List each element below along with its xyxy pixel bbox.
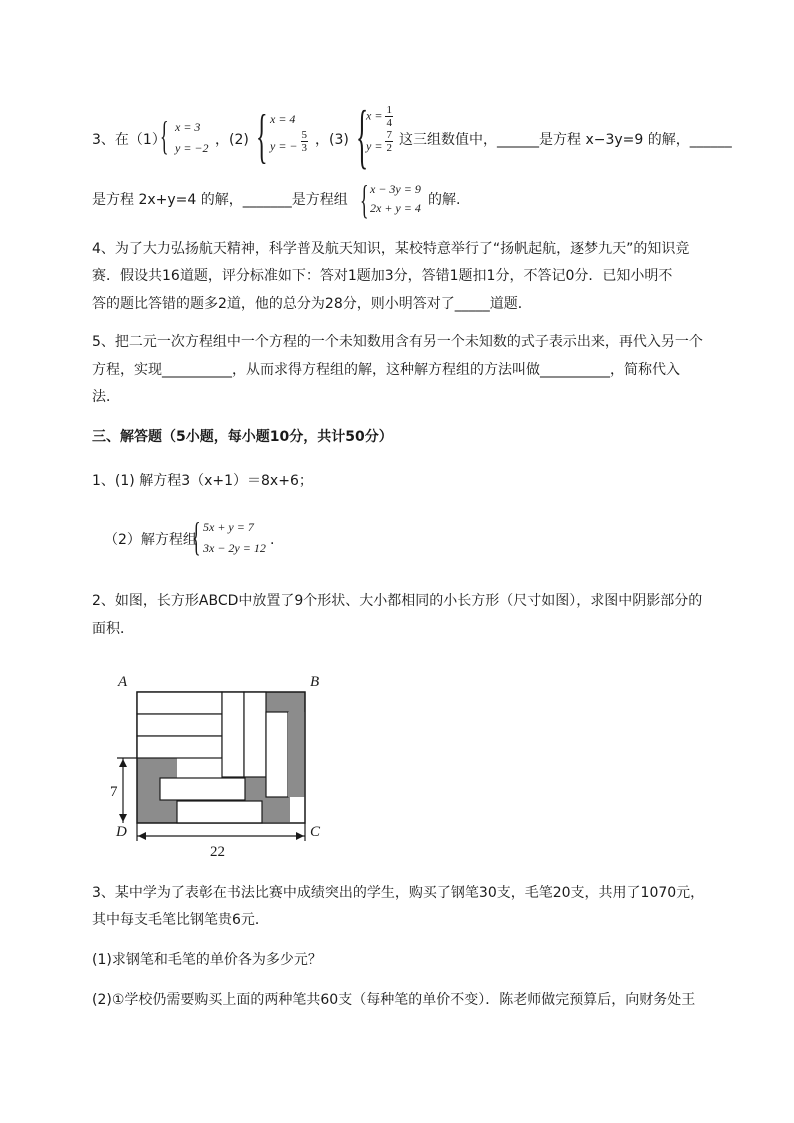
a1-eq2: 3x − 2y = 12 — [203, 541, 266, 555]
sys4-eq1: x − 3y = 9 — [370, 182, 421, 196]
section-heading: 三、解答题（5小题，每小题10分，共计50分） — [92, 429, 393, 445]
q3-prefix: 3、在（1） — [92, 132, 166, 148]
shade-strip — [288, 712, 305, 797]
shade-top-right — [265, 692, 305, 712]
width-arrow — [137, 823, 305, 841]
brace-1: { — [160, 113, 169, 158]
rectangle-figure — [100, 668, 340, 868]
brace-5: { — [192, 514, 201, 559]
a2-line1: 2、如图，长方形ABCD中放置了9个形状、大小都相同的小长方形（尺寸如图），求图中阴影部分的 — [92, 593, 703, 609]
q3-sep2: ，(3) — [315, 132, 349, 148]
a1-eq1: 5x + y = 7 — [203, 520, 254, 534]
q4-line3: 答的题比答错的题多2道，他的总分为28分，则小明答对了_____道题． — [92, 296, 532, 312]
label-d: D — [116, 824, 127, 840]
a3-line2: 其中每支毛笔比钢笔贵6元． — [92, 912, 269, 928]
height-arrow — [117, 758, 137, 823]
a1-line2-suffix: . — [270, 532, 275, 548]
small-rect-h1 — [137, 692, 222, 714]
q4-line2: 赛．假设共16道题，评分标准如下：答对1题加3分，答错1题扣1分，不答记0分．已知小明不 — [92, 268, 673, 284]
sys1-eq2: y = −2 — [175, 141, 209, 155]
brace-2: { — [256, 103, 268, 169]
q3-sep1: ，(2) — [215, 132, 249, 148]
sys3-eq2: y = $\frac{7}{2}$ — [366, 128, 392, 154]
q5-line1: 5、把二元一次方程组中一个方程的一个未知数用含有另一个未知数的式子表示出来，再代入另一个 — [92, 334, 703, 350]
label-c: C — [310, 824, 321, 840]
small-rect-v1 — [222, 692, 244, 777]
a3-sub2: (2)①学校仍需要购买上面的两种笔共60支（每种笔的单价不变）．陈老师做完预算后，向财务处王 — [92, 992, 696, 1008]
q3-text1: 这三组数值中，______是方程 x−3y=9 的解，______ — [399, 132, 732, 148]
label-height: 7 — [110, 784, 118, 800]
q5-line2: 方程，实现__________，从而求得方程组的解，这种解方程组的方法叫做__________，简称代入 — [92, 362, 680, 378]
brace-3: { — [356, 96, 369, 176]
a3-line1: 3、某中学为了表彰在书法比赛中成绩突出的学生，购买了钢笔30支，毛笔20支，共用了1070元， — [92, 885, 705, 901]
label-a: A — [118, 674, 128, 690]
small-rect-h5 — [177, 801, 262, 823]
label-width: 22 — [210, 844, 225, 860]
small-rect-h3 — [137, 736, 222, 758]
label-b: B — [310, 674, 320, 690]
sys1-eq1: x = 3 — [175, 120, 201, 134]
small-rect-h4 — [160, 778, 245, 800]
sys2-eq2: y = − $\frac{5}{3}$ — [270, 128, 308, 154]
a1-line1: 1、(1) 解方程3（x+1）＝8x+6； — [92, 473, 313, 489]
sys2-eq1: x = 4 — [270, 112, 296, 126]
sys3-eq1: x = $\frac{1}{4}$ — [366, 104, 392, 129]
small-rect-v3 — [266, 712, 288, 797]
small-rect-v2 — [244, 692, 266, 777]
q3-text3: 的解. — [428, 192, 461, 208]
brace-4: { — [360, 177, 369, 222]
sys4-eq2: 2x + y = 4 — [370, 201, 421, 215]
small-rect-h2 — [137, 714, 222, 736]
a3-sub1: (1)求钢笔和毛笔的单价各为多少元？ — [92, 952, 322, 968]
q5-line3: 法． — [92, 389, 120, 405]
q4-line1: 4、为了大力弘扬航天精神，科学普及航天知识，某校特意举行了“扬帆起航，逐梦九天”的知识竞 — [92, 241, 690, 257]
a2-line2: 面积． — [92, 621, 134, 637]
q3-text2: 是方程 2x+y=4 的解，_______是方程组 — [92, 192, 348, 208]
a1-line2-prefix: （2）解方程组 — [104, 532, 197, 548]
